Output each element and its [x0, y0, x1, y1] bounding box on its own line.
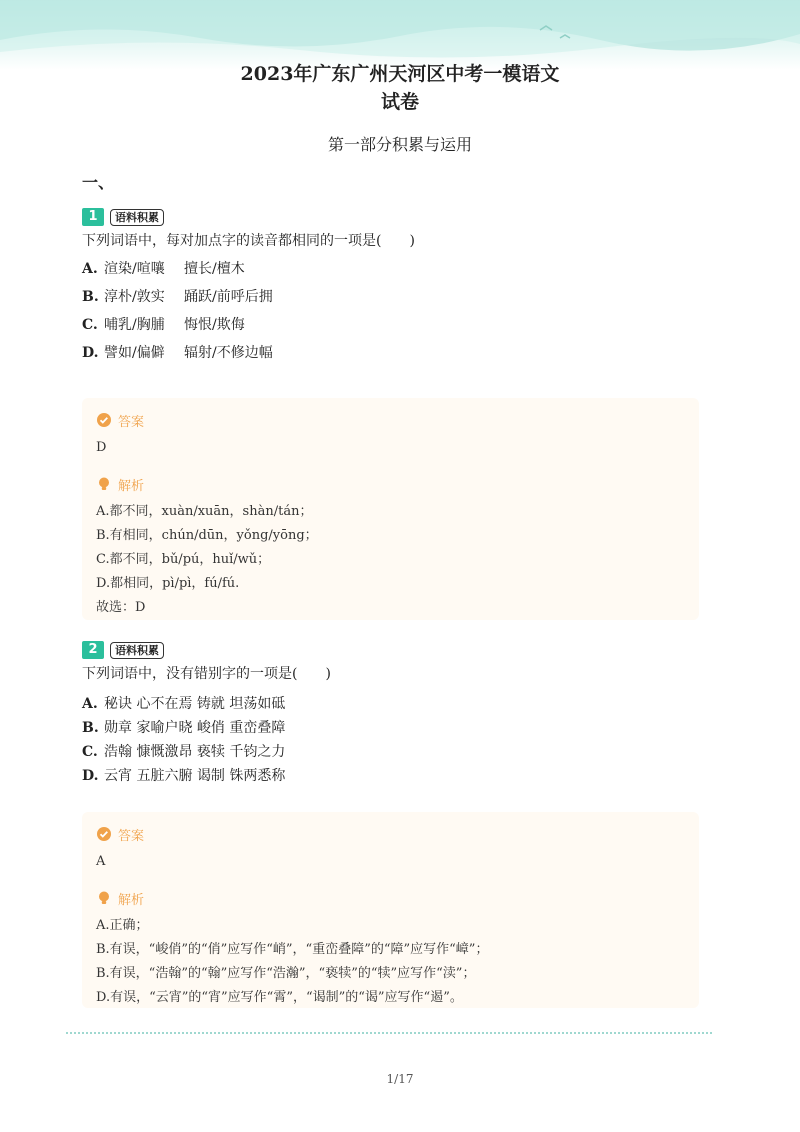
option-text: 浩翰 慷慨激昂 亵犊 千钧之力: [104, 744, 286, 760]
check-circle-icon: [96, 412, 112, 428]
answer-label-text: 答案: [118, 828, 145, 844]
analysis-line: D.都相同，pì/pì，fú/fú.: [96, 576, 240, 591]
part-heading: 第一部分积累与运用: [327, 135, 472, 154]
answer-label-text: 答案: [118, 414, 145, 430]
analysis-label-text: 解析: [118, 892, 145, 908]
analysis-text: [96, 500, 685, 620]
question-2: [82, 640, 722, 786]
analysis-line: A.正确；: [96, 918, 149, 933]
analysis-line: D.有误，“云宵”的“宵”应写作“霄”，“谒制”的“谒”应写作“遏”。: [96, 990, 463, 1005]
answer-label: [96, 410, 685, 430]
option-letter: D.: [82, 345, 99, 361]
analysis-line: 故选：D: [96, 600, 146, 615]
document-title: 2023年广东广州天河区中考一模语文: [240, 63, 560, 85]
analysis-line: B.有相同，chún/dūn，yǒng/yōng；: [96, 528, 318, 543]
page-number: 1/17: [386, 1072, 414, 1086]
analysis-text: [96, 914, 685, 1010]
question-stem: 下列词语中，没有错别字的一项是( ): [82, 666, 331, 682]
answer-value: A: [96, 854, 106, 869]
question-header: [82, 640, 722, 660]
option-text: 云宵 五脏六腑 谒制 铢两悉称: [104, 768, 286, 784]
option-text: 秘诀 心不在焉 铸就 坦荡如砥: [104, 696, 286, 712]
option-letter: C.: [82, 317, 98, 333]
option-word-1: 譬如/偏僻: [104, 345, 165, 361]
answer-box-2: [82, 812, 699, 1008]
analysis-line: C.都不同，bǔ/pú，huǐ/wǔ；: [96, 552, 271, 567]
option-letter: C.: [82, 744, 98, 760]
analysis-label-text: 解析: [118, 478, 145, 494]
question-number-badge: 2: [82, 641, 104, 659]
option-word-2: 踊跃/前呼后拥: [184, 289, 273, 305]
analysis-label: [96, 888, 685, 908]
option-word-2: 擅长/檀木: [184, 261, 245, 277]
option-c: [82, 315, 722, 335]
option-d: [82, 766, 722, 786]
option-letter: B.: [82, 720, 99, 736]
check-circle-icon: [96, 826, 112, 842]
answer-value: D: [96, 440, 107, 455]
option-word-2: 悔恨/欺侮: [184, 317, 245, 333]
question-stem: 下列词语中，每对加点字的读音都相同的一项是( ): [82, 233, 415, 249]
option-c: [82, 742, 722, 762]
option-a: [82, 694, 722, 714]
option-word-1: 哺乳/胸脯: [104, 317, 165, 333]
option-text: 勋章 家喻户晓 峻俏 重峦叠障: [104, 720, 286, 736]
option-a: [82, 259, 722, 279]
option-b: [82, 287, 722, 307]
section-heading: 一、: [82, 173, 115, 192]
option-word-1: 淳朴/敦实: [104, 289, 165, 305]
question-number-badge: 1: [82, 208, 104, 226]
analysis-line: B.有误，“浩翰”的“翰”应写作“浩瀚”，“亵犊”的“犊”应写作“渎”；: [96, 966, 476, 981]
option-letter: B.: [82, 289, 99, 305]
footer-divider: [66, 1032, 712, 1034]
analysis-line: A.都不同，xuàn/xuān，shàn/tán；: [96, 504, 313, 519]
lightbulb-icon: [96, 476, 112, 492]
option-letter: A.: [82, 696, 98, 712]
option-letter: A.: [82, 261, 98, 277]
document-title-line2: 试卷: [380, 91, 419, 113]
analysis-line: B.有误，“峻俏”的“俏”应写作“峭”，“重峦叠障”的“障”应写作“嶂”；: [96, 942, 489, 957]
question-tag: 语料积累: [110, 642, 164, 659]
option-letter: D.: [82, 768, 99, 784]
option-word-1: 渲染/喧嚷: [104, 261, 165, 277]
answer-label: [96, 824, 685, 844]
question-header: [82, 207, 722, 227]
question-1: [82, 207, 722, 363]
option-b: [82, 718, 722, 738]
option-d: [82, 343, 722, 363]
option-word-2: 辐射/不修边幅: [184, 345, 273, 361]
answer-box-1: [82, 398, 699, 620]
question-tag: 语料积累: [110, 209, 164, 226]
lightbulb-icon: [96, 890, 112, 906]
analysis-label: [96, 474, 685, 494]
